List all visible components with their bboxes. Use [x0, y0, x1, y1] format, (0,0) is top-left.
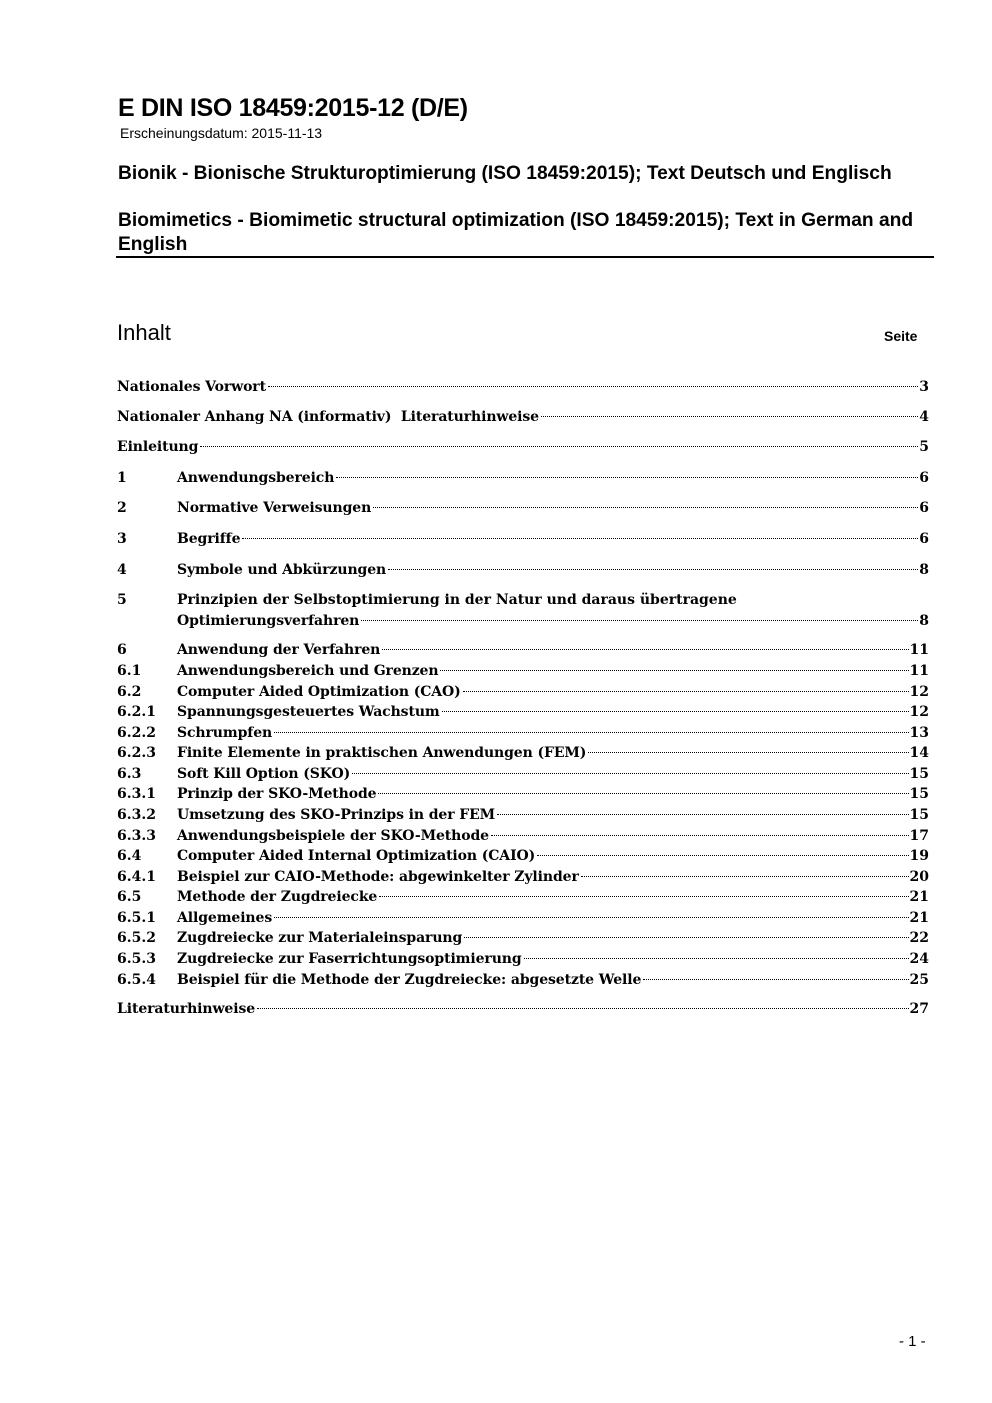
toc-entry-number: 4	[117, 562, 127, 578]
toc-leader	[274, 732, 908, 733]
document-title: E DIN ISO 18459:2015-12 (D/E)	[118, 94, 468, 122]
toc-leader	[373, 507, 918, 508]
toc-entry-title-line1: Prinzipien der Selbstoptimierung in der Natur und daraus übertragene	[177, 592, 737, 608]
toc-entry-number: 6	[117, 642, 127, 658]
toc-entry-number: 6.3	[117, 766, 142, 782]
toc-entry[interactable]	[117, 805, 929, 826]
toc-leader	[440, 670, 908, 671]
toc-leader	[257, 1008, 908, 1009]
toc-entry[interactable]	[117, 407, 929, 428]
toc-entry-page: 4	[919, 409, 929, 425]
toc-entry-title: Anwendungsbereich und Grenzen	[177, 663, 439, 679]
toc-entry[interactable]	[117, 702, 929, 723]
toc-entry[interactable]	[117, 377, 929, 398]
toc-entry-page: 6	[919, 531, 929, 547]
toc-entry[interactable]	[117, 826, 929, 847]
toc-entry-page: 13	[909, 725, 929, 741]
toc-leader	[581, 876, 909, 877]
toc-leader	[643, 979, 908, 980]
toc-leader	[491, 835, 909, 836]
toc-entry-number: 3	[117, 531, 127, 547]
toc-leader	[524, 958, 909, 959]
toc-entry-page: 22	[909, 930, 929, 946]
toc-entry[interactable]	[117, 846, 929, 867]
toc-entry-title: Zugdreiecke zur Materialeinsparung	[177, 930, 463, 946]
title-divider	[116, 256, 934, 258]
toc-entry-number: 6.3.1	[117, 786, 156, 802]
toc-entry-number: 6.2	[117, 684, 142, 700]
toc-leader	[497, 814, 908, 815]
toc-entry-page: 25	[909, 972, 929, 988]
toc-entry-page: 11	[909, 663, 929, 679]
toc-entry-number: 6.3.2	[117, 807, 156, 823]
toc-leader	[200, 446, 918, 447]
toc-leader	[378, 793, 908, 794]
toc-leader	[336, 477, 918, 478]
toc-entry-title: Beispiel für die Methode der Zugdreiecke: abgesetzte Welle	[177, 972, 642, 988]
toc-leader	[379, 896, 908, 897]
toc-entry-page: 15	[909, 786, 929, 802]
toc-entry-title: Computer Aided Internal Optimization (CAIO)	[177, 848, 536, 864]
toc-entry-number: 6.2.3	[117, 745, 156, 761]
toc-entry-title: Symbole und Abkürzungen	[177, 562, 387, 578]
toc-entry-title: Anwendungsbereich	[177, 470, 335, 486]
toc-leader	[464, 937, 908, 938]
title-german: Bionik - Bionische Strukturoptimierung (ISO 18459:2015); Text Deutsch und Englisch	[118, 163, 892, 184]
toc-entry-title: Nationales Vorwort	[117, 379, 266, 395]
toc-leader	[274, 917, 908, 918]
toc-entry-title: Einleitung	[117, 439, 199, 455]
toc-entry[interactable]	[117, 560, 929, 581]
toc-entry-page: 12	[909, 704, 929, 720]
toc-entry-number: 6.5.1	[117, 910, 156, 926]
toc-entry-title: Nationaler Anhang NA (informativ) Literaturhinweise	[117, 409, 539, 425]
toc-entry-title: Anwendungsbeispiele der SKO-Methode	[177, 828, 489, 844]
toc-entry-page: 15	[909, 807, 929, 823]
toc-leader	[268, 386, 918, 387]
toc-entry-title: Spannungsgesteuertes Wachstum	[177, 704, 440, 720]
toc-entry-number: 6.3.3	[117, 828, 156, 844]
toc-entry-number: 6.4.1	[117, 869, 156, 885]
toc-entry[interactable]	[117, 723, 929, 744]
title-english: Biomimetics - Biomimetic structural optimization (ISO 18459:2015); Text in German and English	[118, 210, 914, 255]
toc-entry[interactable]	[117, 867, 929, 888]
toc-leader	[388, 569, 918, 570]
toc-entry-number: 6.2.2	[117, 725, 156, 741]
toc-entry-title: Optimierungsverfahren	[177, 613, 360, 629]
toc-entry-page: 8	[919, 613, 929, 629]
toc-entry[interactable]	[117, 640, 929, 661]
toc-entry-page: 21	[909, 910, 929, 926]
toc-leader	[361, 620, 918, 621]
toc-entry[interactable]	[117, 529, 929, 550]
toc-entry-number: 6.5.2	[117, 930, 156, 946]
toc-entry-page: 11	[909, 642, 929, 658]
toc-entry-title: Computer Aided Optimization (CAO)	[177, 684, 461, 700]
toc-entry[interactable]	[117, 928, 929, 949]
toc-entry-page: 3	[919, 379, 929, 395]
toc-entry[interactable]	[117, 743, 929, 764]
toc-entry-title: Methode der Zugdreiecke	[177, 889, 378, 905]
toc-entry-number: 5	[117, 592, 127, 608]
toc-entry-title: Prinzip der SKO-Methode	[177, 786, 377, 802]
toc-entry-title: Anwendung der Verfahren	[177, 642, 381, 658]
toc-entry[interactable]	[117, 970, 929, 991]
toc-leader	[352, 773, 908, 774]
toc-entry[interactable]	[117, 437, 929, 458]
page-number: - 1 -	[899, 1333, 926, 1350]
toc-entry[interactable]	[117, 784, 929, 805]
toc-entry[interactable]	[117, 682, 929, 703]
toc-leader	[242, 538, 918, 539]
toc-entry-page: 20	[909, 869, 929, 885]
toc-entry-title: Soft Kill Option (SKO)	[177, 766, 351, 782]
toc-leader	[541, 416, 918, 417]
toc-entry-page: 21	[909, 889, 929, 905]
toc-leader	[588, 752, 908, 753]
toc-entry-number: 1	[117, 470, 127, 486]
toc-heading: Inhalt	[117, 320, 171, 345]
toc-entry-page: 24	[909, 951, 929, 967]
toc-entry-page: 6	[919, 500, 929, 516]
toc-entry-page: 15	[909, 766, 929, 782]
toc-leader	[442, 711, 909, 712]
toc-entry[interactable]	[117, 887, 929, 908]
toc-entry-title: Beispiel zur CAIO-Methode: abgewinkelter Zylinder	[177, 869, 579, 885]
toc-entry-title: Zugdreiecke zur Faserrichtungsoptimierung	[177, 951, 522, 967]
toc-entry-page: 17	[909, 828, 929, 844]
toc-leader	[537, 855, 908, 856]
toc-entry-title: Begriffe	[177, 531, 241, 547]
toc-entry-page: 8	[919, 562, 929, 578]
toc-entry-page: 27	[909, 1001, 929, 1017]
toc-entry[interactable]	[117, 468, 929, 489]
toc-entry-number: 6.4	[117, 848, 142, 864]
toc-entry-page: 5	[919, 439, 929, 455]
toc-entry[interactable]	[117, 661, 929, 682]
toc-entry-number: 6.5	[117, 889, 142, 905]
toc-entry-page: 14	[909, 745, 929, 761]
toc-entry-number: 6.5.4	[117, 972, 156, 988]
toc-entry-page: 6	[919, 470, 929, 486]
toc-leader	[382, 649, 908, 650]
toc-leader	[463, 691, 909, 692]
toc-entry-title: Finite Elemente in praktischen Anwendungen (FEM)	[177, 745, 587, 761]
toc-entry[interactable]	[117, 764, 929, 785]
toc-entry-title: Literaturhinweise	[117, 1001, 256, 1017]
toc-entry[interactable]	[117, 949, 929, 970]
publication-date: Erscheinungsdatum: 2015-11-13	[120, 125, 323, 141]
toc-entry[interactable]	[117, 999, 929, 1020]
toc-page-column-label: Seite	[884, 328, 918, 344]
toc-entry[interactable]	[117, 908, 929, 929]
toc-entry-title: Schrumpfen	[177, 725, 273, 741]
toc-entry-number: 6.5.3	[117, 951, 156, 967]
toc-entry-title: Normative Verweisungen	[177, 500, 372, 516]
toc-entry[interactable]	[117, 590, 929, 632]
toc-entry-number: 6.1	[117, 663, 142, 679]
toc-entry-page: 12	[909, 684, 929, 700]
toc-entry-page: 19	[909, 848, 929, 864]
toc-entry-title: Umsetzung des SKO-Prinzips in der FEM	[177, 807, 496, 823]
toc-entry-title: Allgemeines	[177, 910, 273, 926]
toc-entry-number: 2	[117, 500, 127, 516]
toc-entry-number: 6.2.1	[117, 704, 156, 720]
toc-entry[interactable]	[117, 498, 929, 519]
